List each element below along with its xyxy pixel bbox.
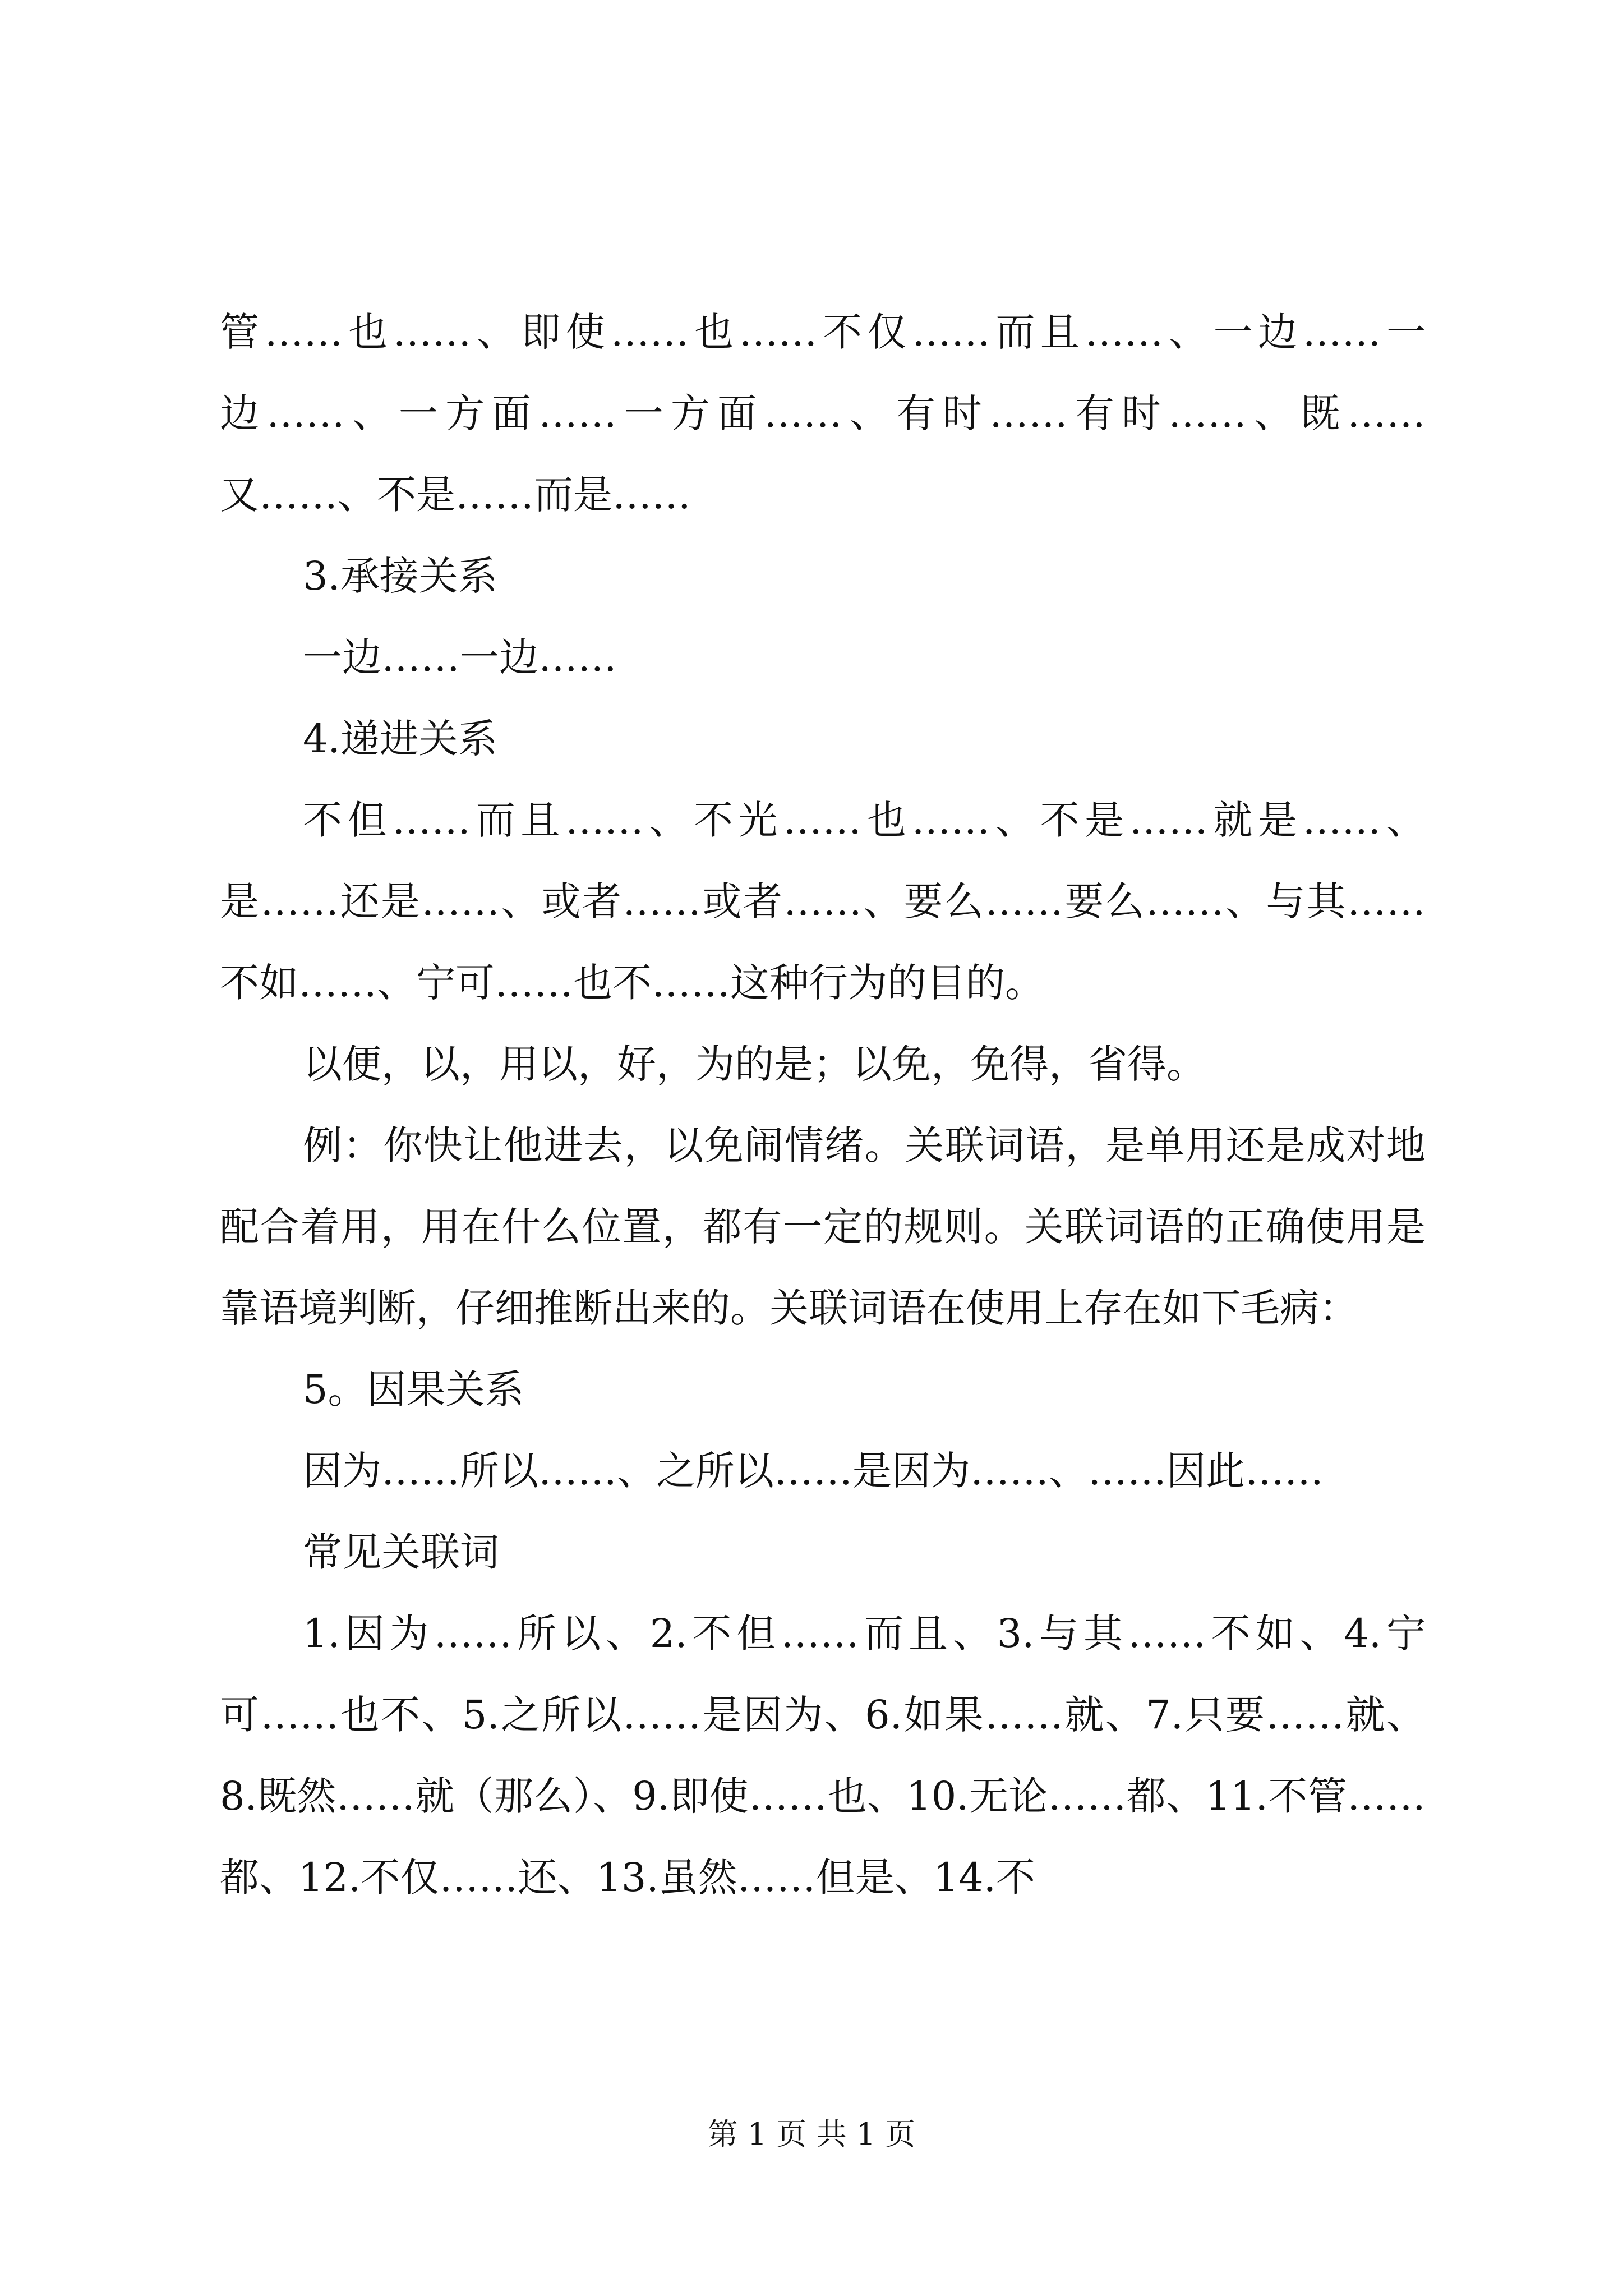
paragraph-purpose-words: 以便，以，用以，好，为的是；以免，免得，省得。 [303,1041,1206,1087]
paragraph-causal-examples: 因为……所以……、之所以……是因为……、……因此…… [303,1448,1324,1494]
heading-common-conjunctions: 常见关联词 [303,1529,499,1575]
paragraph-common-conjunctions-list: 1.因为……所以、2.不但……而且、3.与其……不如、4.宁可……也不、5.之所以……是因为、6.如果……就、7.只要……就、8.既然……就（那么）、9.即使……也、10.无论……都、11.不管……都、12.不仅……还、13.虽然……但是、14.不 [220,1611,1426,1901]
paragraph-continuation: 管……也……、即使……也……不仅……而且……、一边……一边……、一方面……一方面……、有时……有时……、既……又……、不是……而是…… [220,309,1426,518]
document-body [220,292,1426,1918]
paragraph-succession-examples: 一边……一边…… [303,634,617,680]
page-footer: 第 1 页 共 1 页 [707,2116,916,2152]
paragraph-progressive-examples: 不但……而且……、不光……也……、不是……就是……、是……还是……、或者……或者……、要么……要么……、与其……不如……、宁可……也不……这种行为的目的。 [220,797,1426,1006]
paragraph-example-rules: 例：你快让他进去，以免闹情绪。关联词语，是单用还是成对地配合着用，用在什么位置，都有一定的规则。关联词语的正确使用是靠语境判断，仔细推断出来的。关联词语在使用上存在如下毛病： [220,1122,1426,1331]
heading-causal-relation: 5。因果关系 [303,1366,524,1412]
heading-progressive-relation: 4.递进关系 [303,716,497,762]
heading-succession-relation: 3.承接关系 [303,553,497,599]
